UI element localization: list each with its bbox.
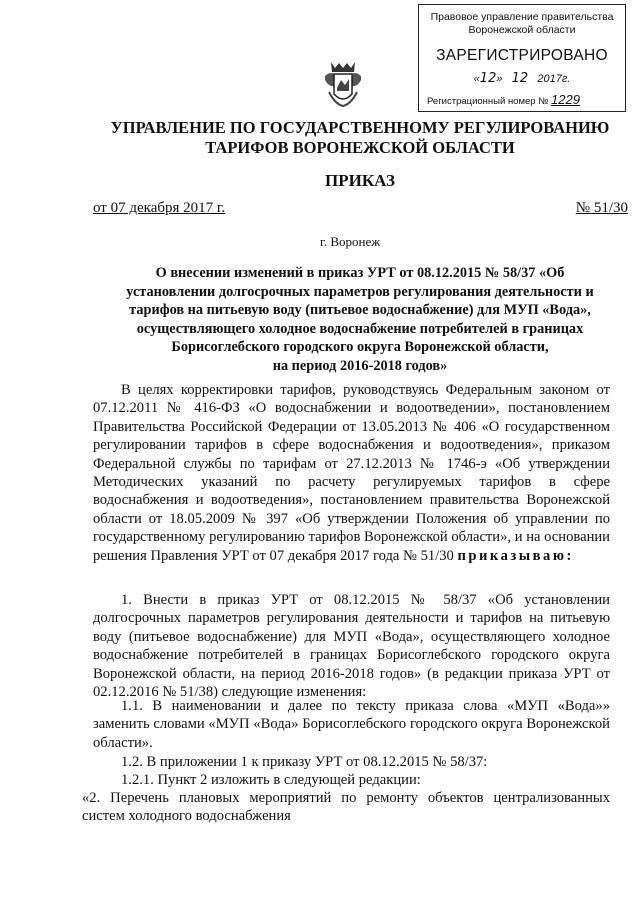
order-word: приказываю:: [457, 547, 574, 564]
item-1: 1. Внести в приказ УРТ от 08.12.2015 № 58/37 «Об установлении долгосрочных параметров регулирования деятельности и тарифов на питьевую воду (питьевое водоснабжение) для МУП «Вода», осуществляющего холодное водоснабжение потребителей в границах Борисоглебского городского округа Воронежской области, на период 2016-2018 годов» (в редакции приказа УРТ от 02.12.2016 № 51/38) следующие изменения:: [93, 592, 610, 701]
stamp-date: «12» 12 2017г.: [473, 71, 571, 86]
item-1-2: 1.2. В приложении 1 к приказу УРТ от 08.12.2015 № 58/37:: [121, 754, 488, 770]
quote-item-2: «2. Перечень плановых мероприятий по ремонту объектов централизованных систем холодного водоснабжения: [82, 790, 610, 825]
subject-line5: Борисоглебского городского округа Воронежской области,: [171, 339, 549, 355]
subject-line6: на период 2016-2018 годов»: [272, 357, 448, 374]
subject-line1: О внесении изменений в приказ УРТ от 08.12.2015 № 58/37 «Об: [155, 265, 565, 281]
subject-line4: осуществляющего холодное водоснабжение потребителей в границах: [136, 320, 584, 337]
stamp-date-day: 12: [479, 71, 497, 86]
stamp-reg-number: 1229: [551, 92, 580, 107]
stamp-status: ЗАРЕГИСТРИРОВАНО: [436, 47, 608, 64]
item-1-2-1: 1.2.1. Пункт 2 изложить в следующей редакции:: [121, 772, 421, 788]
organization-header: [80, 118, 640, 158]
stamp-organization: [419, 11, 625, 37]
stamp-reg-label: Регистрационный номер №: [427, 96, 549, 107]
item-1-1: 1.1. В наименовании и далее по тексту приказа слова «МУП «Вода»» заменить словами «МУП «Вода» Борисоглебского городского округа Воронежской области».: [93, 698, 610, 751]
stamp-date-suffix: г.: [561, 73, 571, 85]
stamp-date-month: 12: [511, 71, 529, 86]
preamble-paragraph: [93, 381, 610, 565]
subject-line3: тарифов на питьевую воду (питьевое водоснабжение) для МУП «Вода»,: [129, 302, 591, 318]
document-number: № 51/30: [575, 200, 628, 216]
stamp-org-line2: Воронежской области: [468, 24, 576, 36]
stamp-date-year: 2017: [537, 73, 562, 85]
coat-of-arms-icon: [323, 58, 363, 110]
header-line1: УПРАВЛЕНИЕ ПО ГОСУДАРСТВЕННОМУ РЕГУЛИРОВАНИЮ: [110, 118, 610, 137]
document-type: ПРИКАЗ: [325, 171, 395, 190]
preamble-text: В целях корректировки тарифов, руководствуясь Федеральным законом от 07.12.2011 № 416-ФЗ «О водоснабжении и водоотведении», постановлением Правительства Российской Федерации от 13.05.2013 № 406 «О государственном регулировании тарифов в сфере водоснабжения и водоотведения», приказом Федеральной службы по тарифам от 27.12.2013 № 1746-э «Об утверждении Методических указаний по расчету регулируемых тарифов в сфере водоснабжения и водоотведения», постановлением правительства Воронежской области от 18.05.2009 № 397 «Об утверждении Положения об управлении по государственному регулированию тарифов Воронежской области», и на основании решения Правления УРТ от 07 декабря 2017 года № 51/30: [93, 382, 610, 564]
registration-stamp: [418, 4, 626, 112]
header-line2: ТАРИФОВ ВОРОНЕЖСКОЙ ОБЛАСТИ: [205, 138, 515, 157]
stamp-registration: [419, 92, 625, 107]
stamp-org-line1: Правовое управление правительства: [430, 11, 614, 23]
document-city: г. Воронеж: [320, 234, 381, 249]
subject-line2: установлении долгосрочных параметров регулирования деятельности и: [126, 283, 594, 300]
document-subject: [110, 264, 610, 375]
document-date: от 07 декабря 2017 г.: [93, 200, 226, 216]
